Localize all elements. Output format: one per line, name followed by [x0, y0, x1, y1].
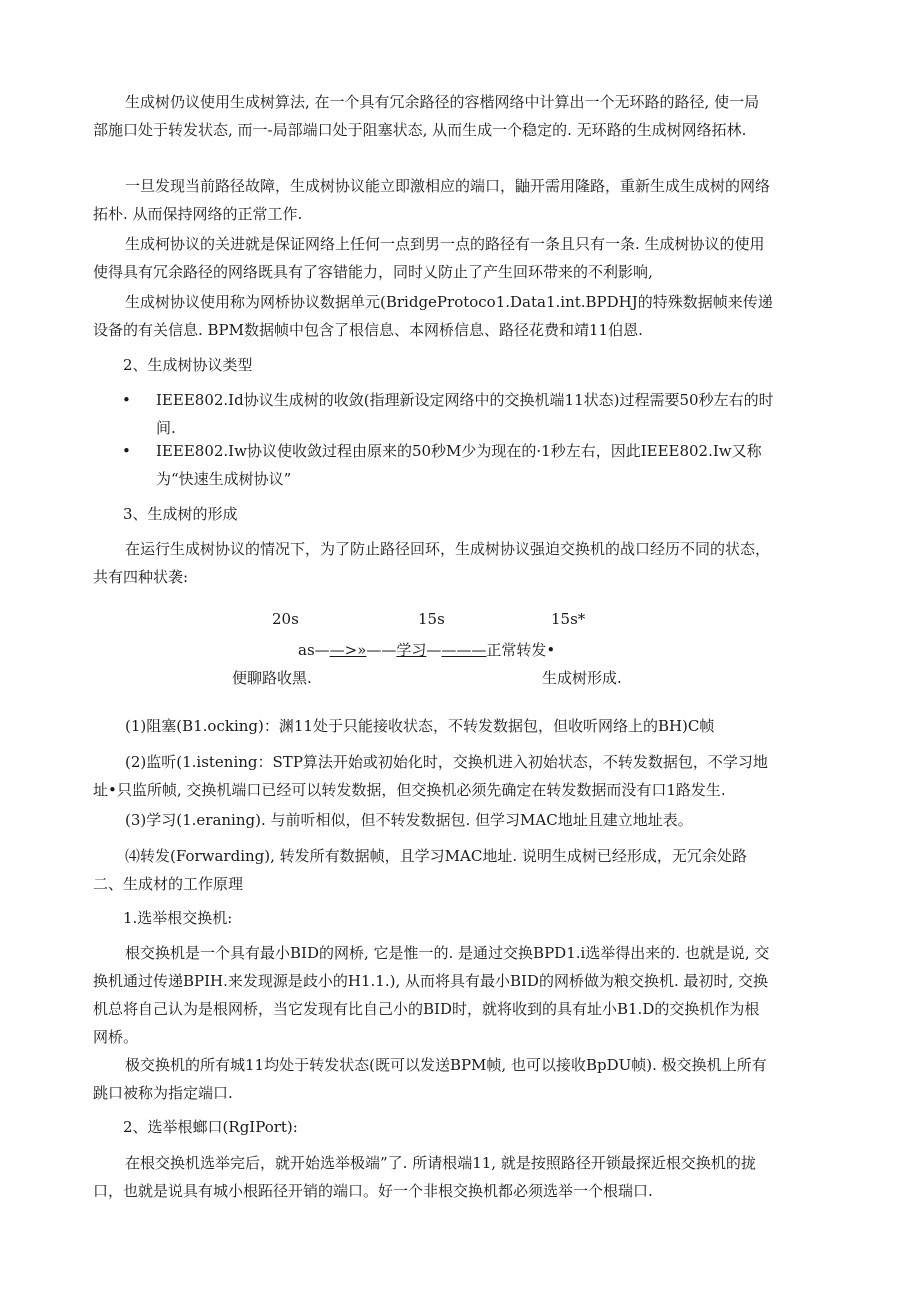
- paragraph-root-switch-ports: 极交换机的所有城11均处于转发状态(既可以发送BPM帧, 也可以接收BpDU帧). 极交换机上所有跳口被称为指定端口.: [93, 1056, 767, 1102]
- bullet-ieee-8021w: [122, 437, 782, 493]
- arrow-segment-underlined: ———: [441, 641, 487, 659]
- heading-elect-root-switch: 1.选举根交换机:: [123, 909, 233, 927]
- bullet-text: IEEE802.Id协议生成树的收敛(指理新设定网络中的交换机端11状态)过程需要50秒左右的时间.: [156, 391, 774, 437]
- timer-label-2: 15s: [418, 610, 445, 628]
- arrow-segment-underlined: —>»: [329, 641, 367, 659]
- diagram-label-right: 生成树形成.: [542, 669, 622, 687]
- paragraph-four-states-intro: 在运行生成树协议的情况下，为了防止路径回环，生成树协议强迫交换机的战口经历不同的状态，共有四种状袭:: [93, 540, 771, 586]
- arrow-segment: as—: [298, 641, 330, 659]
- paragraph-bpdu: 生成树协议使用称为网桥协议数据单元(BridgeProtoco1.Data1.int.BPDHJ的特殊数据帧来传递设备的有关信息. BPM数据帧中包含了根信息、本网桥信息、路径花费和靖11伯恩.: [93, 293, 773, 339]
- diagram-label-left: 便聊路收黑.: [232, 669, 312, 687]
- state-learning-label: 学习: [396, 641, 427, 659]
- state-arrow-line: [298, 640, 555, 660]
- heading-elect-root-port: 2、选举根螂口(RgIPort):: [123, 1118, 298, 1136]
- bullet-ieee-8021d: [122, 386, 782, 442]
- arrow-segment: —: [426, 641, 442, 659]
- paragraph-stp-algorithm: 生成树仍议使用生成树算法, 在一个具有冗余路径的容楷网络中计算出一个无环路的路径, 使一局部施口处于转发状态, 而一-局部端口处于阻塞状态, 从而生成一个稳定的. 无环路的生成树网络拓林.: [93, 93, 760, 139]
- arrow-segment: ——: [366, 641, 397, 659]
- state-forwarding: ⑷转发(Forwarding), 转发所有数据帧，且学习MAC地址. 说明生成树已经形成，无冗余处路二、生成材的工作原理: [93, 847, 747, 893]
- paragraph-root-port: 在根交换机选举完后，就开始选举极端”了. 所请根端11, 就是按照路径开锁最探近根交换机的拢口，也就是说具有城小根跖径开销的端口。好一个非根交换机都必须选举一个根瑞口.: [93, 1154, 756, 1200]
- bullet-icon: •: [122, 442, 131, 460]
- state-learning: (3)学习(1.eraning). 与前听相似，但不转发数据包. 但学习MAC地址且建立地址表。: [125, 811, 693, 829]
- bullet-icon: •: [122, 391, 131, 409]
- state-blocking: (1)阻塞(B1.ocking)：渊11处于只能接收状态，不转发数据包，但收听网络上的BH)C帧: [125, 717, 715, 735]
- section-heading-formation: 3、生成树的形成: [123, 505, 238, 523]
- timer-label-3: 15s*: [551, 610, 586, 628]
- paragraph-fault-recovery: 一旦发现当前路径故障，生成树协议能立即激相应的端口，鼬开需用隆路，重新生成生成树的网络拓朴. 从而保持网络的正常工作.: [93, 177, 771, 223]
- timer-label-1: 20s: [272, 610, 299, 628]
- paragraph-root-switch: 根交换机是一个具有最小BID的网桥, 它是惟一的. 是通过交换BPD1.i选举得出来的. 也就是说, 交换机通过传递BPIH.来发现源是歧小的H1.1.), 从而将具有最小BID的网桥做为粮交换机. 最初时, 交换机总将自己认为是根网桥，当它发现有比自己小的BID时，就将收到的具有址小B1.D的交换机作为根网桥。: [93, 944, 770, 1046]
- section-heading-stp-types: 2、生成树协议类型: [123, 356, 253, 374]
- state-listening: (2)监听(1.istening：STP算法开始或初始化时，交换机进入初始状态，不转发数据包，不学习地址•只监所帧, 交换机端口已经可以转发数据，但交换机必须先确定在转发数据而没有口1路发生.: [93, 753, 768, 799]
- paragraph-stp-key: 生成柯协议的关进就是保证网络上任何一点到男一点的路径有一条且只有一条. 生成树协议的使用使得具有冗余路径的网络既具有了容错能力，同时乂防止了产生回环带来的不利影响,: [93, 235, 765, 281]
- bullet-text: IEEE802.Iw协议使收敛过程由原来的50秒M少为现在的·1秒左右，因此IEEE802.Iw又称为“快速生成树协议”: [156, 442, 762, 488]
- state-forwarding-label: 正常转发•: [486, 641, 556, 659]
